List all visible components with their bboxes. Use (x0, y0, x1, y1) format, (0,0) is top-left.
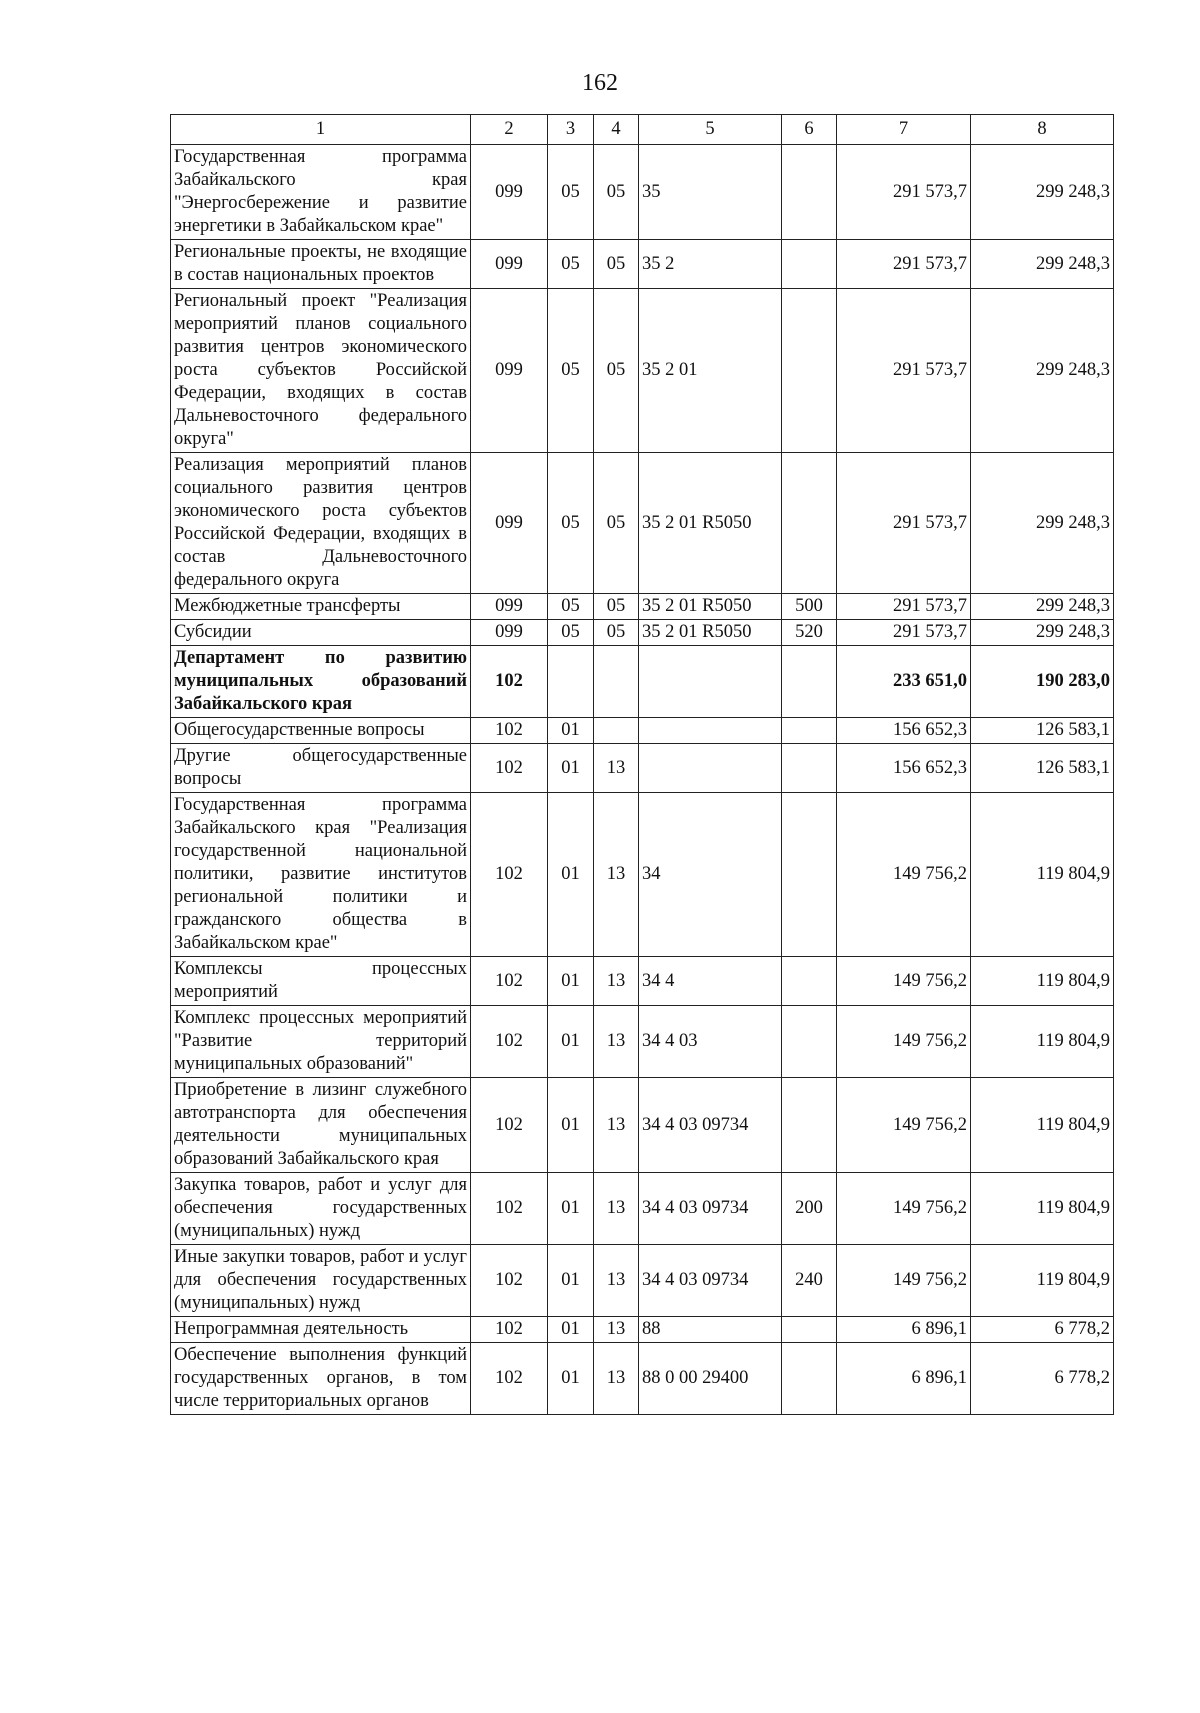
cell-col-6 (782, 1317, 837, 1343)
cell-col-2: 102 (471, 646, 548, 718)
header-col-6: 6 (782, 115, 837, 145)
cell-col-6 (782, 744, 837, 793)
cell-col-8: 299 248,3 (971, 240, 1114, 289)
cell-col-7: 156 652,3 (837, 744, 971, 793)
cell-col-3: 01 (548, 1173, 594, 1245)
cell-col-5: 88 0 00 29400 (639, 1343, 782, 1415)
cell-col-6 (782, 1343, 837, 1415)
cell-col-8: 119 804,9 (971, 793, 1114, 957)
cell-col-7: 156 652,3 (837, 718, 971, 744)
header-col-8: 8 (971, 115, 1114, 145)
cell-col-5: 35 2 01 R5050 (639, 453, 782, 594)
table-row (171, 145, 1114, 240)
cell-col-6 (782, 646, 837, 718)
cell-col-3: 01 (548, 1078, 594, 1173)
cell-col-7: 6 896,1 (837, 1343, 971, 1415)
cell-col-8: 119 804,9 (971, 957, 1114, 1006)
cell-col-7: 291 573,7 (837, 453, 971, 594)
cell-col-2: 102 (471, 718, 548, 744)
table-row (171, 1078, 1114, 1173)
cell-col-6 (782, 289, 837, 453)
cell-col-8: 119 804,9 (971, 1078, 1114, 1173)
cell-col-5: 35 (639, 145, 782, 240)
cell-col-3: 05 (548, 145, 594, 240)
cell-name: Иные закупки товаров, работ и услуг для обеспечения государственных (муниципальных) нужд (171, 1245, 471, 1317)
cell-col-4: 05 (594, 289, 639, 453)
header-col-4: 4 (594, 115, 639, 145)
cell-col-4: 05 (594, 453, 639, 594)
cell-col-4: 13 (594, 1078, 639, 1173)
cell-col-3 (548, 646, 594, 718)
cell-col-4: 05 (594, 145, 639, 240)
cell-col-3: 05 (548, 453, 594, 594)
cell-col-6 (782, 957, 837, 1006)
cell-col-6: 500 (782, 594, 837, 620)
cell-col-6 (782, 1078, 837, 1173)
cell-col-3: 05 (548, 620, 594, 646)
cell-col-5: 34 4 03 09734 (639, 1173, 782, 1245)
cell-col-8: 190 283,0 (971, 646, 1114, 718)
table-row (171, 620, 1114, 646)
header-col-1: 1 (171, 115, 471, 145)
cell-col-4: 13 (594, 1245, 639, 1317)
header-col-3: 3 (548, 115, 594, 145)
cell-col-3: 05 (548, 240, 594, 289)
cell-name: Субсидии (171, 620, 471, 646)
cell-name: Межбюджетные трансферты (171, 594, 471, 620)
cell-col-5: 34 4 03 (639, 1006, 782, 1078)
cell-col-7: 149 756,2 (837, 1245, 971, 1317)
table-row (171, 793, 1114, 957)
cell-col-5: 34 (639, 793, 782, 957)
cell-col-4: 13 (594, 744, 639, 793)
table-row (171, 646, 1114, 718)
cell-col-3: 01 (548, 1317, 594, 1343)
cell-col-6: 200 (782, 1173, 837, 1245)
cell-col-2: 099 (471, 289, 548, 453)
table-row (171, 718, 1114, 744)
cell-col-8: 119 804,9 (971, 1245, 1114, 1317)
cell-col-3: 01 (548, 744, 594, 793)
cell-col-3: 05 (548, 289, 594, 453)
cell-col-4: 13 (594, 793, 639, 957)
header-row (171, 115, 1114, 145)
cell-col-7: 149 756,2 (837, 957, 971, 1006)
table-header (171, 115, 1114, 145)
cell-col-4 (594, 646, 639, 718)
cell-col-5: 35 2 01 (639, 289, 782, 453)
cell-col-4: 05 (594, 594, 639, 620)
cell-col-4: 13 (594, 1343, 639, 1415)
cell-col-7: 233 651,0 (837, 646, 971, 718)
cell-col-2: 099 (471, 594, 548, 620)
table-row (171, 1173, 1114, 1245)
cell-col-5: 35 2 01 R5050 (639, 620, 782, 646)
cell-name: Непрограммная деятельность (171, 1317, 471, 1343)
cell-name: Региональный проект "Реализация мероприятий планов социального развития центров экономического роста субъектов Российской Федерации, входящих в состав Дальневосточного федерального округа" (171, 289, 471, 453)
cell-col-7: 291 573,7 (837, 594, 971, 620)
cell-col-8: 299 248,3 (971, 145, 1114, 240)
cell-col-5: 34 4 (639, 957, 782, 1006)
cell-name: Приобретение в лизинг служебного автотранспорта для обеспечения деятельности муниципальных образований Забайкальского края (171, 1078, 471, 1173)
cell-col-2: 102 (471, 744, 548, 793)
cell-col-2: 102 (471, 1245, 548, 1317)
cell-name: Закупка товаров, работ и услуг для обеспечения государственных (муниципальных) нужд (171, 1173, 471, 1245)
cell-col-7: 149 756,2 (837, 1078, 971, 1173)
cell-col-5: 88 (639, 1317, 782, 1343)
table-row (171, 594, 1114, 620)
cell-col-2: 102 (471, 1343, 548, 1415)
table-body (171, 145, 1114, 1415)
cell-name: Другие общегосударственные вопросы (171, 744, 471, 793)
table-row (171, 1343, 1114, 1415)
cell-col-3: 01 (548, 1245, 594, 1317)
cell-col-7: 291 573,7 (837, 289, 971, 453)
table-row (171, 1006, 1114, 1078)
cell-name: Департамент по развитию муниципальных образований Забайкальского края (171, 646, 471, 718)
cell-col-4: 13 (594, 1006, 639, 1078)
cell-col-7: 149 756,2 (837, 1006, 971, 1078)
cell-col-2: 099 (471, 453, 548, 594)
header-col-5: 5 (639, 115, 782, 145)
cell-col-3: 01 (548, 793, 594, 957)
cell-col-7: 149 756,2 (837, 1173, 971, 1245)
cell-col-5 (639, 744, 782, 793)
cell-col-5: 34 4 03 09734 (639, 1078, 782, 1173)
cell-name: Региональные проекты, не входящие в состав национальных проектов (171, 240, 471, 289)
cell-col-5: 34 4 03 09734 (639, 1245, 782, 1317)
cell-col-3: 01 (548, 1006, 594, 1078)
cell-col-6 (782, 793, 837, 957)
cell-col-8: 299 248,3 (971, 289, 1114, 453)
cell-col-7: 291 573,7 (837, 240, 971, 289)
cell-col-4: 13 (594, 957, 639, 1006)
cell-col-4: 05 (594, 240, 639, 289)
cell-col-7: 291 573,7 (837, 145, 971, 240)
table-row (171, 1317, 1114, 1343)
table-row (171, 240, 1114, 289)
header-col-2: 2 (471, 115, 548, 145)
budget-table (170, 114, 1114, 1415)
cell-name: Обеспечение выполнения функций государственных органов, в том числе территориальных органов (171, 1343, 471, 1415)
cell-col-8: 6 778,2 (971, 1317, 1114, 1343)
cell-col-2: 102 (471, 793, 548, 957)
cell-col-6: 520 (782, 620, 837, 646)
cell-col-5: 35 2 (639, 240, 782, 289)
cell-col-6 (782, 453, 837, 594)
cell-col-8: 119 804,9 (971, 1006, 1114, 1078)
cell-col-4: 05 (594, 620, 639, 646)
cell-col-8: 6 778,2 (971, 1343, 1114, 1415)
cell-col-2: 102 (471, 1006, 548, 1078)
cell-name: Общегосударственные вопросы (171, 718, 471, 744)
cell-name: Государственная программа Забайкальского края "Энергосбережение и развитие энергетики в Забайкальском крае" (171, 145, 471, 240)
cell-col-8: 126 583,1 (971, 744, 1114, 793)
cell-name: Реализация мероприятий планов социального развития центров экономического роста субъектов Российской Федерации, входящих в состав Дальневосточного федерального округа (171, 453, 471, 594)
table-row (171, 453, 1114, 594)
cell-col-2: 102 (471, 957, 548, 1006)
cell-col-6 (782, 240, 837, 289)
cell-col-3: 01 (548, 718, 594, 744)
cell-col-2: 102 (471, 1173, 548, 1245)
cell-col-2: 102 (471, 1317, 548, 1343)
cell-col-6 (782, 718, 837, 744)
cell-col-8: 119 804,9 (971, 1173, 1114, 1245)
cell-col-6 (782, 1006, 837, 1078)
cell-name: Комплексы процессных мероприятий (171, 957, 471, 1006)
cell-col-8: 126 583,1 (971, 718, 1114, 744)
cell-col-2: 099 (471, 620, 548, 646)
cell-col-8: 299 248,3 (971, 594, 1114, 620)
page-number: 162 (582, 70, 618, 96)
cell-col-3: 01 (548, 1343, 594, 1415)
cell-col-2: 099 (471, 145, 548, 240)
cell-col-7: 291 573,7 (837, 620, 971, 646)
table-row (171, 289, 1114, 453)
cell-col-6 (782, 145, 837, 240)
cell-col-2: 102 (471, 1078, 548, 1173)
cell-col-5 (639, 646, 782, 718)
cell-col-7: 149 756,2 (837, 793, 971, 957)
cell-col-4 (594, 718, 639, 744)
cell-name: Государственная программа Забайкальского края "Реализация государственной национальной политики, развитие институтов региональной политики и гражданского общества в Забайкальском крае" (171, 793, 471, 957)
cell-col-4: 13 (594, 1317, 639, 1343)
cell-col-2: 099 (471, 240, 548, 289)
cell-col-4: 13 (594, 1173, 639, 1245)
cell-col-3: 01 (548, 957, 594, 1006)
table-row (171, 957, 1114, 1006)
cell-col-7: 6 896,1 (837, 1317, 971, 1343)
cell-col-5 (639, 718, 782, 744)
cell-col-3: 05 (548, 594, 594, 620)
cell-col-8: 299 248,3 (971, 453, 1114, 594)
table-row (171, 744, 1114, 793)
cell-col-8: 299 248,3 (971, 620, 1114, 646)
header-col-7: 7 (837, 115, 971, 145)
cell-name: Комплекс процессных мероприятий "Развитие территорий муниципальных образований" (171, 1006, 471, 1078)
cell-col-5: 35 2 01 R5050 (639, 594, 782, 620)
table-row (171, 1245, 1114, 1317)
cell-col-6: 240 (782, 1245, 837, 1317)
